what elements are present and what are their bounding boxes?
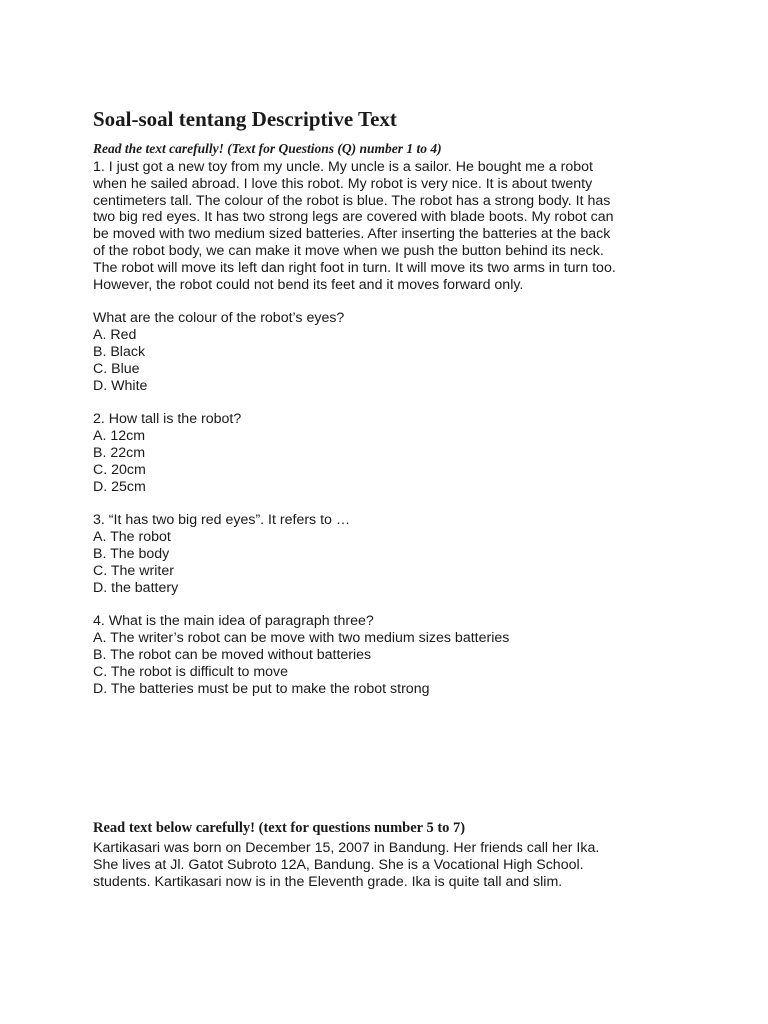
passage-line: Kartikasari was born on December 15, 2007 in Bandung. Her friends call her Ika. (93, 840, 600, 857)
answer-option: A. The writer’s robot can be move with two medium sizes batteries (93, 630, 510, 647)
section2-passage (93, 840, 733, 890)
question-3 (93, 512, 733, 596)
passage-line: be moved with two medium sized batteries. After inserting the batteries at the back (93, 226, 611, 243)
passage-line: of the robot body, we can make it move when we push the button behind its neck. (93, 242, 604, 259)
section2-instruction: Read text below carefully! (text for questions number 5 to 7) (93, 820, 466, 837)
answer-option: B. Black (93, 343, 146, 360)
passage-line: 1. I just got a new toy from my uncle. My uncle is a sailor. He bought me a robot (93, 159, 593, 175)
passage-line: She lives at Jl. Gatot Subroto 12A, Bandung. She is a Vocational High School. (93, 857, 584, 874)
spacer (93, 495, 733, 512)
question-text: What are the colour of the robot’s eyes? (93, 310, 345, 327)
spacer (93, 596, 733, 613)
answer-option: D. White (93, 377, 148, 394)
answer-option: A. Red (93, 327, 137, 344)
answer-option: C. Blue (93, 360, 140, 377)
answer-option: B. The body (93, 545, 170, 562)
answer-option: D. the battery (93, 579, 179, 596)
passage-line: two big red eyes. It has two strong legs are covered with blade boots. My robot can (93, 209, 614, 226)
answer-option: D. 25cm (93, 478, 146, 495)
question-text: 3. “It has two big red eyes”. It refers to … (93, 512, 351, 529)
passage-line: students. Kartikasari now is in the Eleventh grade. Ika is quite tall and slim. (93, 873, 563, 890)
question-text: 4. What is the main idea of paragraph three? (93, 613, 374, 630)
answer-option: A. 12cm (93, 428, 146, 445)
answer-option: B. The robot can be moved without batteries (93, 646, 372, 663)
answer-option: C. The writer (93, 562, 174, 579)
section1-passage (93, 159, 733, 293)
question-1 (93, 310, 733, 394)
passage-line: However, the robot could not bend its feet and it moves forward only. (93, 276, 524, 293)
question-text: 2. How tall is the robot? (93, 411, 242, 428)
answer-option: A. The robot (93, 529, 171, 546)
answer-option: C. 20cm (93, 461, 146, 478)
answer-option: D. The batteries must be put to make the robot strong (93, 680, 430, 697)
spacer (93, 293, 733, 310)
question-4 (93, 613, 733, 697)
section1-instruction: Read the text carefully! (Text for Questions (Q) number 1 to 4) (93, 141, 442, 156)
passage-line: The robot will move its left dan right foot in turn. It will move its two arms in turn too. (93, 259, 616, 276)
question-2 (93, 411, 733, 495)
document-page (93, 104, 733, 891)
passage-line: centimeters tall. The colour of the robot is blue. The robot has a strong body. It has (93, 192, 611, 209)
spacer (93, 394, 733, 411)
passage-line: when he sailed abroad. I love this robot. My robot is very nice. It is about twenty (93, 175, 593, 192)
answer-option: C. The robot is difficult to move (93, 663, 289, 680)
page-title: Soal-soal tentang Descriptive Text (93, 107, 397, 131)
answer-option: B. 22cm (93, 444, 146, 461)
